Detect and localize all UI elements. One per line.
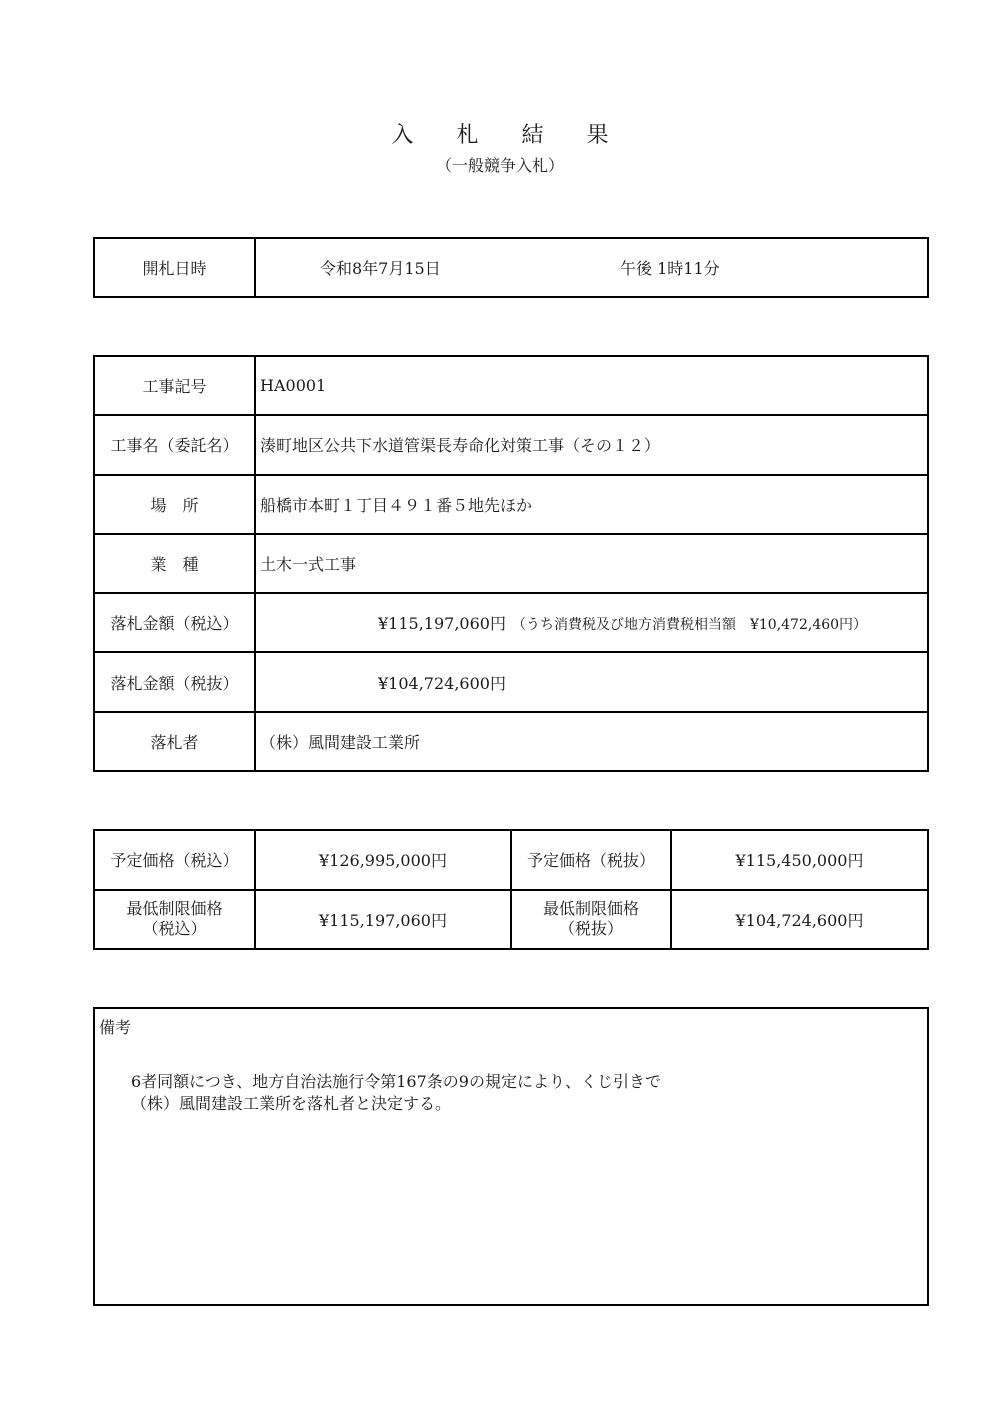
winning-excl-cell [255,652,928,711]
opening-date: 令和8年7月15日 [320,259,441,278]
min-incl-label [94,890,255,950]
min-excl-label-line2: （税抜） [558,919,623,939]
min-incl-label-line1: 最低制限価格 [126,899,223,919]
remarks-label: 備考 [99,1018,132,1037]
winning-incl-cell [255,593,928,652]
planned-incl-value: ¥126,995,000円 [255,830,511,890]
location-label: 場 所 [94,475,255,534]
winner-label: 落札者 [94,712,255,771]
page-title: 入 札 結 果 [391,123,627,148]
details-table [93,355,929,772]
project-name-label: 工事名（委託名） [94,415,255,474]
winner-value: （株）風間建設工業所 [255,712,928,771]
min-excl-label [511,890,671,950]
industry-label: 業 種 [94,534,255,593]
opening-label: 開札日時 [94,238,255,297]
winning-excl-label: 落札金額（税抜） [94,652,255,711]
project-code-label: 工事記号 [94,356,255,415]
planned-incl-label: 予定価格（税込） [94,830,255,890]
winning-incl-tax-note: （うち消費税及び地方消費税相当額 ¥10,472,460円） [511,617,868,634]
remarks-line-2: （株）風間建設工業所を落札者と決定する。 [131,1094,452,1113]
project-code-value: HA0001 [255,356,928,415]
remarks-box [93,1007,929,1306]
winning-excl-amount: ¥104,724,600円 [378,673,506,693]
remarks-line-1: 6者同額につき、地方自治法施行令第167条の9の規定により、くじ引きで [131,1072,661,1091]
opening-time: 午後 1時11分 [620,259,720,278]
min-incl-value: ¥115,197,060円 [255,890,511,950]
winning-incl-label: 落札金額（税込） [94,593,255,652]
min-incl-label-line2: （税込） [142,919,207,939]
planned-excl-value: ¥115,450,000円 [671,830,928,890]
winning-incl-amount: ¥115,197,060円 [378,614,506,634]
min-excl-value: ¥104,724,600円 [671,890,928,950]
industry-value: 土木一式工事 [255,534,928,593]
opening-table [93,237,929,298]
min-excl-label-line1: 最低制限価格 [542,899,639,919]
project-name-value: 湊町地区公共下水道管渠長寿命化対策工事（その１２） [255,415,928,474]
opening-datetime [255,238,928,297]
price-table [93,829,929,950]
page-subtitle: （一般競争入札） [435,156,564,175]
location-value: 船橋市本町１丁目４９１番５地先ほか [255,475,928,534]
planned-excl-label: 予定価格（税抜） [511,830,671,890]
